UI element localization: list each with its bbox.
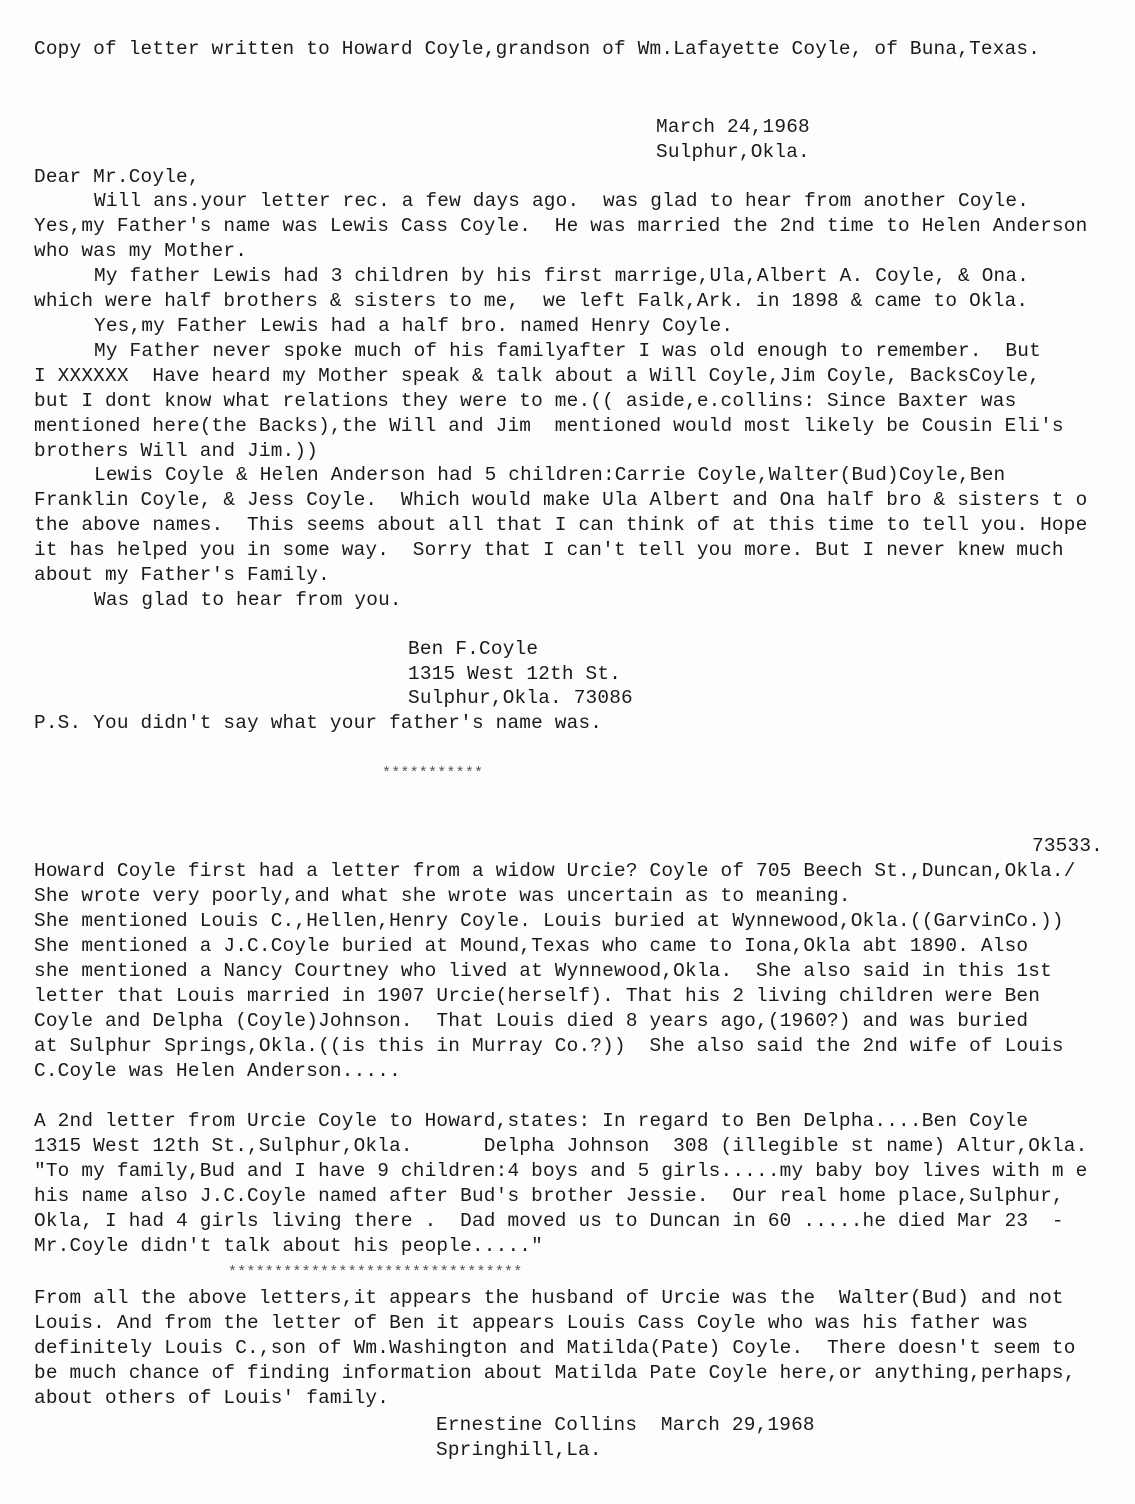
- letter-line: about my Father's Family.: [34, 564, 330, 586]
- note-line: at Sulphur Springs,Okla.((is this in Murray Co.?)) She also said the 2nd wife of Louis: [34, 1035, 1064, 1057]
- closing-name-date: Ernestine Collins March 29,1968: [436, 1414, 815, 1436]
- separator-stars: ********************************: [228, 1264, 523, 1281]
- conclusion-line: about others of Louis' family.: [34, 1387, 390, 1409]
- note-line: She mentioned a J.C.Coyle buried at Mound,Texas who came to Iona,Okla abt 1890. Also: [34, 935, 1029, 957]
- letter-line: brothers Will and Jim.)): [34, 440, 319, 462]
- header-line: Copy of letter written to Howard Coyle,grandson of Wm.Lafayette Coyle, of Buna,Texas.: [34, 38, 1041, 60]
- letter-line: it has helped you in some way. Sorry that I can't tell you more. But I never knew much: [34, 539, 1064, 561]
- letter-line: but I dont know what relations they were to me.(( aside,e.collins: Since Baxter was: [34, 390, 1017, 412]
- zip-note: 73533.: [1032, 835, 1104, 857]
- note-line: Howard Coyle first had a letter from a widow Urcie? Coyle of 705 Beech St.,Duncan,Okla./: [34, 860, 1076, 882]
- postscript: P.S. You didn't say what your father's name was.: [34, 712, 603, 734]
- letter-line: Was glad to hear from you.: [94, 589, 402, 611]
- note-line: 1315 West 12th St.,Sulphur,Okla. Delpha Johnson 308 (illegible st name) Altur,Okla.: [34, 1135, 1088, 1157]
- letter-date: March 24,1968: [656, 116, 810, 138]
- conclusion-line: be much chance of finding information about Matilda Pate Coyle here,or anything,perhaps,: [34, 1362, 1076, 1384]
- letter-line: which were half brothers & sisters to me, we left Falk,Ark. in 1898 & came to Okla.: [34, 290, 1029, 312]
- letter-line: Lewis Coyle & Helen Anderson had 5 children:Carrie Coyle,Walter(Bud)Coyle,Ben: [94, 464, 1006, 486]
- letter-line: My father Lewis had 3 children by his first marrige,Ula,Albert A. Coyle, & Ona.: [94, 265, 1030, 287]
- note-line: Okla, I had 4 girls living there . Dad moved us to Duncan in 60 .....he died Mar 23 -: [34, 1210, 1064, 1232]
- separator-stars: ***********: [382, 765, 484, 782]
- note-line: Mr.Coyle didn't talk about his people.....": [34, 1235, 543, 1257]
- signature-line: 1315 West 12th St.: [408, 663, 622, 685]
- note-line: She wrote very poorly,and what she wrote was uncertain as to meaning.: [34, 885, 851, 907]
- letter-line: Yes,my Father Lewis had a half bro. named Henry Coyle.: [94, 315, 734, 337]
- letter-line: who was my Mother.: [34, 240, 248, 262]
- letter-line: mentioned here(the Backs),the Will and Jim mentioned would most likely be Cousin Eli's: [34, 415, 1064, 437]
- note-line: letter that Louis married in 1907 Urcie(herself). That his 2 living children were Ben: [34, 985, 1041, 1007]
- closing-place: Springhill,La.: [436, 1439, 602, 1461]
- conclusion-line: Louis. And from the letter of Ben it appears Louis Cass Coyle who was his father was: [34, 1312, 1029, 1334]
- letter-line: the above names. This seems about all that I can think of at this time to tell you. Hope: [34, 514, 1088, 536]
- letter-line: My Father never spoke much of his familyafter I was old enough to remember. But: [94, 340, 1041, 362]
- signature-line: Sulphur,Okla. 73086: [408, 687, 633, 709]
- letter-line: I XXXXXX Have heard my Mother speak & talk about a Will Coyle,Jim Coyle, BacksCoyle,: [34, 365, 1041, 387]
- signature-line: Ben F.Coyle: [408, 638, 539, 660]
- note-line: "To my family,Bud and I have 9 children:4 boys and 5 girls.....my baby boy lives with m e: [34, 1160, 1088, 1182]
- note-line: She mentioned Louis C.,Hellen,Henry Coyle. Louis buried at Wynnewood,Okla.((GarvinCo.)): [34, 910, 1064, 932]
- salutation: Dear Mr.Coyle,: [34, 166, 200, 188]
- letter-line: Will ans.your letter rec. a few days ago. was glad to hear from another Coyle.: [94, 190, 1030, 212]
- letter-line: Yes,my Father's name was Lewis Cass Coyle. He was married the 2nd time to Helen Anderson: [34, 215, 1088, 237]
- conclusion-line: From all the above letters,it appears the husband of Urcie was the Walter(Bud) and not: [34, 1287, 1064, 1309]
- letter-line: Franklin Coyle, & Jess Coyle. Which would make Ula Albert and Ona half bro & sisters t o: [34, 489, 1088, 511]
- note-line: A 2nd letter from Urcie Coyle to Howard,states: In regard to Ben Delpha....Ben Coyle: [34, 1110, 1029, 1132]
- note-line: his name also J.C.Coyle named after Bud's brother Jessie. Our real home place,Sulphur,: [34, 1185, 1064, 1207]
- conclusion-line: definitely Louis C.,son of Wm.Washington and Matilda(Pate) Coyle. There doesn't seem to: [34, 1337, 1076, 1359]
- letter-place: Sulphur,Okla.: [656, 141, 810, 163]
- note-line: Coyle and Delpha (Coyle)Johnson. That Louis died 8 years ago,(1960?) and was buried: [34, 1010, 1029, 1032]
- note-line: C.Coyle was Helen Anderson.....: [34, 1060, 401, 1082]
- note-line: she mentioned a Nancy Courtney who lived at Wynnewood,Okla. She also said in this 1st: [34, 960, 1052, 982]
